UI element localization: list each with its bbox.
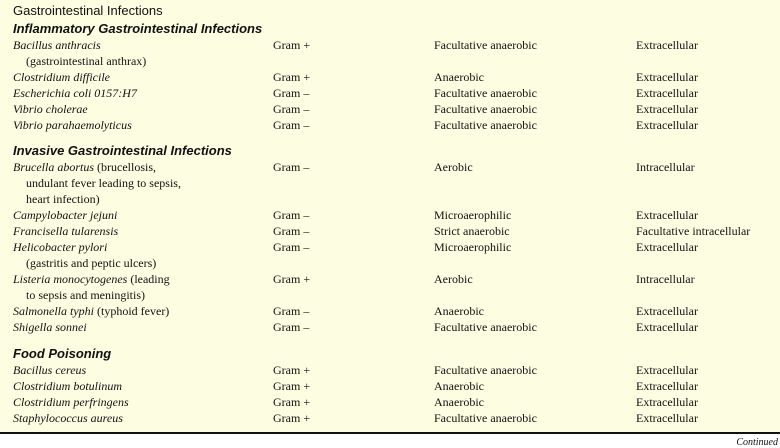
organism-line xyxy=(13,303,268,319)
location-cell: Facultative intracellular xyxy=(636,224,751,238)
gram-cell: Gram + xyxy=(273,363,311,377)
organism-name: Clostridium botulinum xyxy=(13,379,123,393)
gram-cell: Gram – xyxy=(273,208,310,222)
gram-cell: Gram – xyxy=(273,240,310,254)
organism-line xyxy=(13,362,268,378)
table-row xyxy=(13,85,773,101)
section-rows xyxy=(13,159,773,335)
location-cell: Extracellular xyxy=(636,118,698,132)
location-cell: Intracellular xyxy=(636,272,695,286)
organism-cell xyxy=(13,394,268,410)
table-row xyxy=(13,378,773,394)
organism-line xyxy=(13,159,268,175)
organism-name: Staphylococcus aureus xyxy=(13,411,123,425)
organism-cell xyxy=(13,378,268,394)
organism-line xyxy=(13,101,268,117)
organism-line xyxy=(13,117,268,133)
location-cell: Extracellular xyxy=(636,411,698,425)
organism-line xyxy=(13,394,268,410)
organism-line xyxy=(13,239,268,255)
organism-line xyxy=(13,69,268,85)
organism-name: Francisella tularensis xyxy=(13,224,119,238)
location-cell: Intracellular xyxy=(636,160,695,174)
oxygen-cell: Facultative anaerobic xyxy=(434,86,537,100)
organism-note: (brucellosis, xyxy=(94,160,156,174)
location-cell: Extracellular xyxy=(636,38,698,52)
table-row xyxy=(13,319,773,335)
section-rows xyxy=(13,362,773,426)
organism-name: Salmonella typhi xyxy=(13,304,94,318)
location-cell: Extracellular xyxy=(636,395,698,409)
organism-note-line: heart infection) xyxy=(26,192,100,206)
location-cell: Extracellular xyxy=(636,208,698,222)
location-cell: Extracellular xyxy=(636,304,698,318)
table-row xyxy=(13,239,773,271)
organism-name: Escherichia coli 0157:H7 xyxy=(13,86,137,100)
location-cell: Extracellular xyxy=(636,363,698,377)
oxygen-cell: Facultative anaerobic xyxy=(434,118,537,132)
organism-name: Helicobacter pylori xyxy=(13,240,108,254)
gram-cell: Gram + xyxy=(273,411,311,425)
section-heading: Inflammatory Gastrointestinal Infections xyxy=(13,21,263,36)
organism-cell xyxy=(13,207,268,223)
oxygen-cell: Aerobic xyxy=(434,272,473,286)
table-row xyxy=(13,271,773,303)
location-cell: Extracellular xyxy=(636,102,698,116)
organism-cell xyxy=(13,410,268,426)
organism-cell xyxy=(13,85,268,101)
section-invasive xyxy=(13,142,773,335)
oxygen-cell: Facultative anaerobic xyxy=(434,38,537,52)
organism-cell xyxy=(13,239,268,271)
section-rows xyxy=(13,37,773,133)
organism-name: Clostridium perfringens xyxy=(13,395,129,409)
oxygen-cell: Microaerophilic xyxy=(434,208,512,222)
oxygen-cell: Facultative anaerobic xyxy=(434,411,537,425)
location-cell: Extracellular xyxy=(636,86,698,100)
table-row xyxy=(13,410,773,426)
organism-line xyxy=(13,85,268,101)
gram-cell: Gram – xyxy=(273,160,310,174)
organism-cell xyxy=(13,37,268,69)
gram-cell: Gram – xyxy=(273,320,310,334)
gram-cell: Gram + xyxy=(273,379,311,393)
organism-name: Clostridium difficile xyxy=(13,70,111,84)
organism-note: (leading xyxy=(127,272,170,286)
organism-name: Bacillus cereus xyxy=(13,363,87,377)
organism-cell xyxy=(13,271,268,303)
organism-cell xyxy=(13,303,268,319)
table-row xyxy=(13,37,773,69)
section-inflammatory xyxy=(13,20,773,133)
organism-name: Campylobacter jejuni xyxy=(13,208,118,222)
table-row xyxy=(13,101,773,117)
table-row xyxy=(13,394,773,410)
location-cell: Extracellular xyxy=(636,320,698,334)
organism-name: Shigella sonnei xyxy=(13,320,87,334)
organism-note-line: (gastritis and peptic ulcers) xyxy=(26,256,157,270)
location-cell: Extracellular xyxy=(636,240,698,254)
organism-line xyxy=(13,223,268,239)
gram-cell: Gram + xyxy=(273,38,311,52)
table-row xyxy=(13,69,773,85)
table-row xyxy=(13,303,773,319)
organism-cell xyxy=(13,319,268,335)
section-food-poisoning xyxy=(13,345,773,426)
organism-cell xyxy=(13,117,268,133)
organism-cell xyxy=(13,223,268,239)
organism-note-line: undulant fever leading to sepsis, xyxy=(26,176,181,190)
gram-cell: Gram – xyxy=(273,224,310,238)
organism-cell xyxy=(13,101,268,117)
organism-name: Brucella abortus xyxy=(13,160,94,174)
gram-cell: Gram – xyxy=(273,86,310,100)
gram-cell: Gram – xyxy=(273,102,310,116)
location-cell: Extracellular xyxy=(636,70,698,84)
oxygen-cell: Anaerobic xyxy=(434,304,484,318)
oxygen-cell: Anaerobic xyxy=(434,70,484,84)
gram-cell: Gram + xyxy=(273,395,311,409)
section-heading: Food Poisoning xyxy=(13,346,112,361)
organism-note-line: to sepsis and meningitis) xyxy=(26,288,145,302)
table-row xyxy=(13,223,773,239)
organism-name: Vibrio parahaemolyticus xyxy=(13,118,132,132)
table-row xyxy=(13,117,773,133)
organism-name: Listeria monocytogenes xyxy=(13,272,128,286)
organism-line xyxy=(13,271,268,287)
continued-note: Continued xyxy=(736,437,778,448)
gram-cell: Gram – xyxy=(273,304,310,318)
organism-note: (typhoid fever) xyxy=(94,304,170,318)
oxygen-cell: Aerobic xyxy=(434,160,473,174)
oxygen-cell: Facultative anaerobic xyxy=(434,102,537,116)
oxygen-cell: Facultative anaerobic xyxy=(434,363,537,377)
location-cell: Extracellular xyxy=(636,379,698,393)
section-heading: Invasive Gastrointestinal Infections xyxy=(13,143,232,158)
organism-cell xyxy=(13,362,268,378)
organism-line xyxy=(13,410,268,426)
table-title: Gastrointestinal Infections xyxy=(13,3,163,18)
oxygen-cell: Facultative anaerobic xyxy=(434,320,537,334)
organism-line xyxy=(13,37,268,53)
gram-cell: Gram – xyxy=(273,118,310,132)
organism-note-line: (gastrointestinal anthrax) xyxy=(26,54,147,68)
gram-cell: Gram + xyxy=(273,70,311,84)
gram-cell: Gram + xyxy=(273,272,311,286)
organism-name: Vibrio cholerae xyxy=(13,102,88,116)
organism-cell xyxy=(13,159,268,207)
oxygen-cell: Strict anaerobic xyxy=(434,224,510,238)
table-row xyxy=(13,159,773,207)
oxygen-cell: Microaerophilic xyxy=(434,240,512,254)
oxygen-cell: Anaerobic xyxy=(434,395,484,409)
oxygen-cell: Anaerobic xyxy=(434,379,484,393)
organism-name: Bacillus anthracis xyxy=(13,38,101,52)
table-row xyxy=(13,207,773,223)
table-row xyxy=(13,362,773,378)
organism-line xyxy=(13,207,268,223)
bottom-rule xyxy=(0,432,780,434)
organism-cell xyxy=(13,69,268,85)
organism-line xyxy=(13,319,268,335)
organism-line xyxy=(13,378,268,394)
